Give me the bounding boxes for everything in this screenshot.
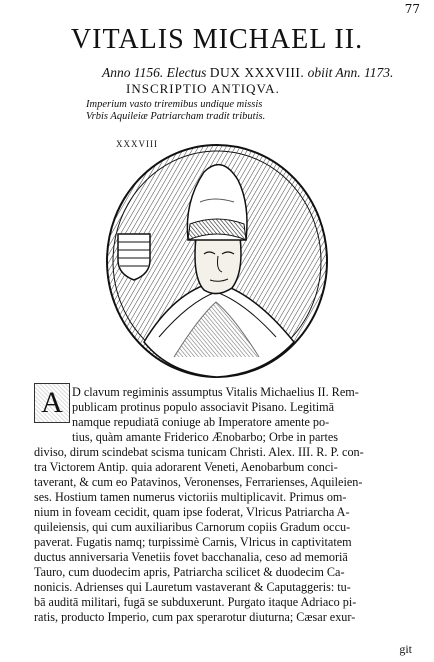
text-line: D clavum regiminis assumptus Vitalis Michaelius II. Rem- — [72, 385, 359, 399]
portrait-numeral: XXXVIII — [116, 139, 158, 149]
obiit-label: obiit Ann. 1173. — [307, 65, 394, 80]
inscription-heading: INSCRIPTIO ANTIQVA. — [126, 81, 280, 96]
doge-portrait — [104, 142, 330, 380]
page-number: 77 — [404, 2, 420, 16]
anno-label: Anno 1156. Electus — [102, 65, 207, 80]
drop-cap: A — [34, 383, 70, 423]
text-line: ductus anniversaria Venetiis fovet bacchanalia, ceso ad memoriā — [34, 550, 348, 564]
catchword: git — [399, 642, 412, 656]
text-line: diviso, dirum scindebat scisma tunicam Christi. Alex. III. R. P. con- — [34, 445, 364, 459]
text-line: quileiensis, qui cum auxiliaribus Carnorum copiis Gradum occu- — [34, 520, 351, 534]
inscription-line: Imperium vasto triremibus undique missis — [86, 99, 263, 110]
page-title: VITALIS MICHAEL II. — [70, 24, 364, 55]
text-line: bā auditā militari, fugā se subduxerunt. Purgato itaque Adriaco pi- — [34, 595, 357, 609]
text-line: nonicis. Adrienses qui Lauretum vastaverant & Caputaggeris: tu- — [34, 580, 351, 594]
inscription-line: Vrbis Aquileiæ Patriarcham tradit tributis. — [86, 111, 266, 122]
text-line: ratis, producto Imperio, cum pax sperarotur diuturna; Cæsar exur- — [34, 610, 356, 624]
text-line: taverant, & cum eo Patavinos, Veronenses, Ferrarienses, Aquileien- — [34, 475, 363, 489]
text-line: tius, quàm amante Friderico Ænobarbo; Orbe in partes — [72, 430, 339, 444]
dux-number: DUX XXXVIII. — [209, 65, 305, 80]
election-line — [102, 65, 393, 81]
text-line: publicam protinus populo associavit Pisano. Legitimā — [72, 400, 334, 414]
text-line: paverat. Fugatis namq; turpissimè Carnis, Vlricus in captivitatem — [34, 535, 352, 549]
text-line: tra Victorem Antip. quia adorarent Veneti, Aenobarbum conci- — [34, 460, 338, 474]
coat-of-arms-icon — [118, 234, 150, 280]
text-line: nium in foveam cecidit, quam ipse foderat, Vlricus Patriarcha A- — [34, 505, 350, 519]
text-line: namque repudiatā coniuge ab Imperatore amente po- — [72, 415, 330, 429]
text-line: ses. Hostium tamen numerus victoriis multiplicavit. Primus om- — [34, 490, 347, 504]
text-line: Tauro, cum duodecim apris, Patriarcha scilicet & duodecim Ca- — [34, 565, 345, 579]
